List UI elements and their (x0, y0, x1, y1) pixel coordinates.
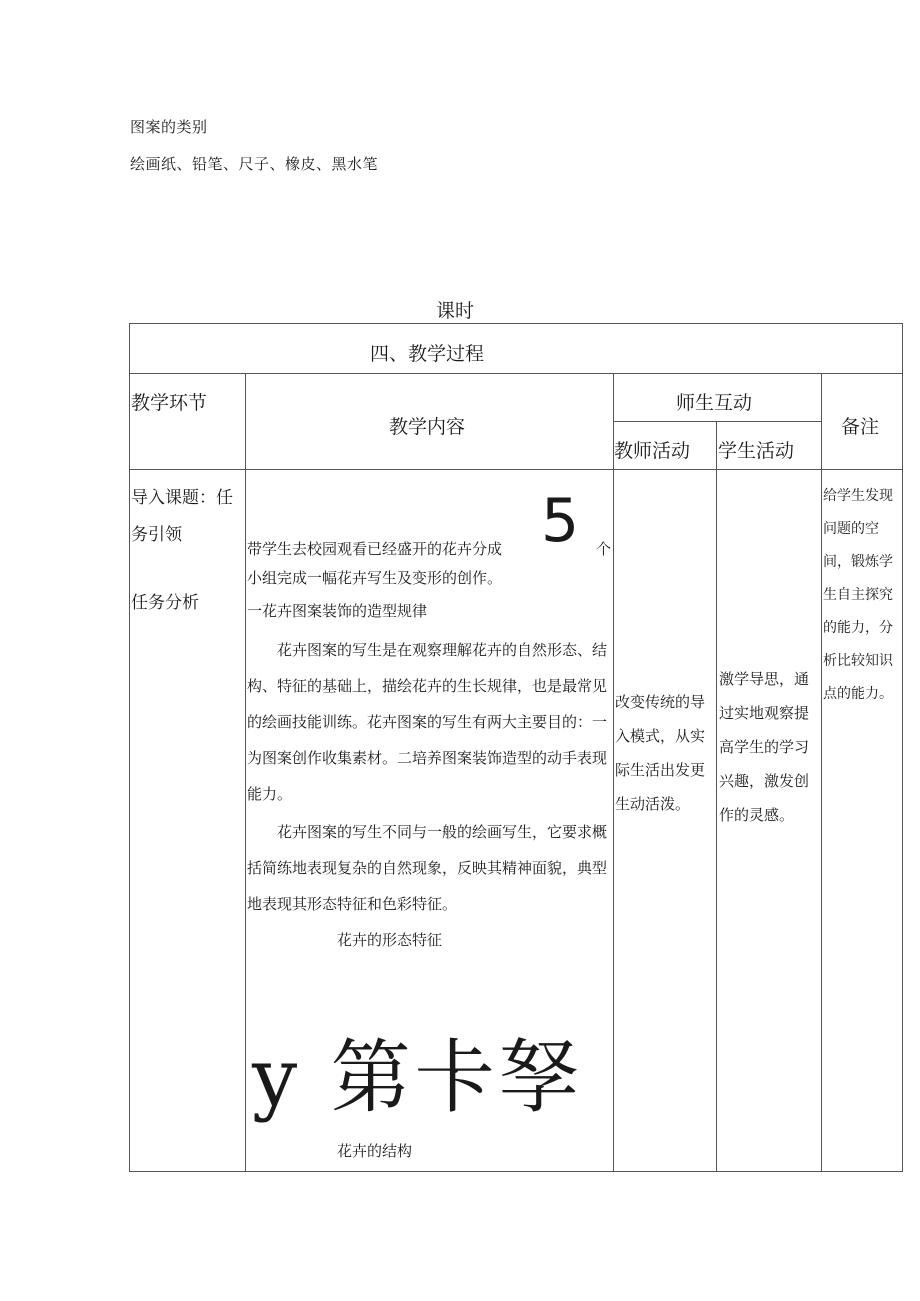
big-number: 5 (541, 486, 580, 556)
header-stage: 教学环节 (131, 392, 208, 414)
student-activity: 激学导思，通过实地观察提高学生的学习兴趣，激发创作的灵感。 (719, 670, 810, 824)
table-title: 四、教学过程 (370, 343, 485, 365)
intro-line-2: 绘画纸、铅笔、尺子、橡皮、黑水笔 (130, 155, 379, 173)
content-line-1 (247, 486, 613, 560)
stage-analysis: 任务分析 (131, 593, 199, 613)
intro-line-1: 图案的类别 (130, 118, 208, 136)
content-para-1: 花卉图案的写生是在观察理解花卉的自然形态、结构、特征的基础上，描绘花卉的生长规律，也是最常见的绘画技能训练。花卉图案的写生有两大主要目的：一为图案创作收集素材。二培养图案装饰造型的动手表现能力。 (247, 641, 608, 803)
notes-cell: 给学生发现问题的空间，锻炼学生自主探究的能力，分析比较知识点的能力。 (823, 488, 893, 702)
content-line1-post: 个 (596, 540, 612, 558)
header-interaction: 师生互动 (676, 392, 753, 414)
header-teacher: 教师活动 (614, 440, 691, 462)
header-notes: 备注 (841, 416, 880, 438)
large-glyphs: y 第卡孥 (252, 1031, 583, 1124)
teacher-activity: 改变传统的导入模式，从实际生活出发更生动活泼。 (615, 693, 706, 813)
header-student: 学生活动 (718, 440, 795, 462)
content-subheading-2: 花卉的结构 (337, 1142, 413, 1160)
content-line-2: 小组完成一幅花卉写生及变形的创作。 (247, 569, 503, 587)
content-cell (247, 486, 613, 958)
content-line1-pre: 带学生去校园观看已经盛开的花卉分成 (247, 540, 503, 558)
content-subheading-1: 花卉的形态特征 (337, 931, 443, 949)
content-heading: 一花卉图案装饰的造型规律 (247, 602, 428, 620)
header-content: 教学内容 (389, 416, 466, 438)
content-para-2: 花卉图案的写生不同与一般的绘画写生，它要求概括简练地表现复杂的自然现象，反映其精神面貌，典型地表现其形态特征和色彩特征。 (247, 823, 608, 913)
stage-intro: 导入课题：任务引领 (131, 488, 233, 545)
lesson-label: 课时 (436, 300, 475, 322)
